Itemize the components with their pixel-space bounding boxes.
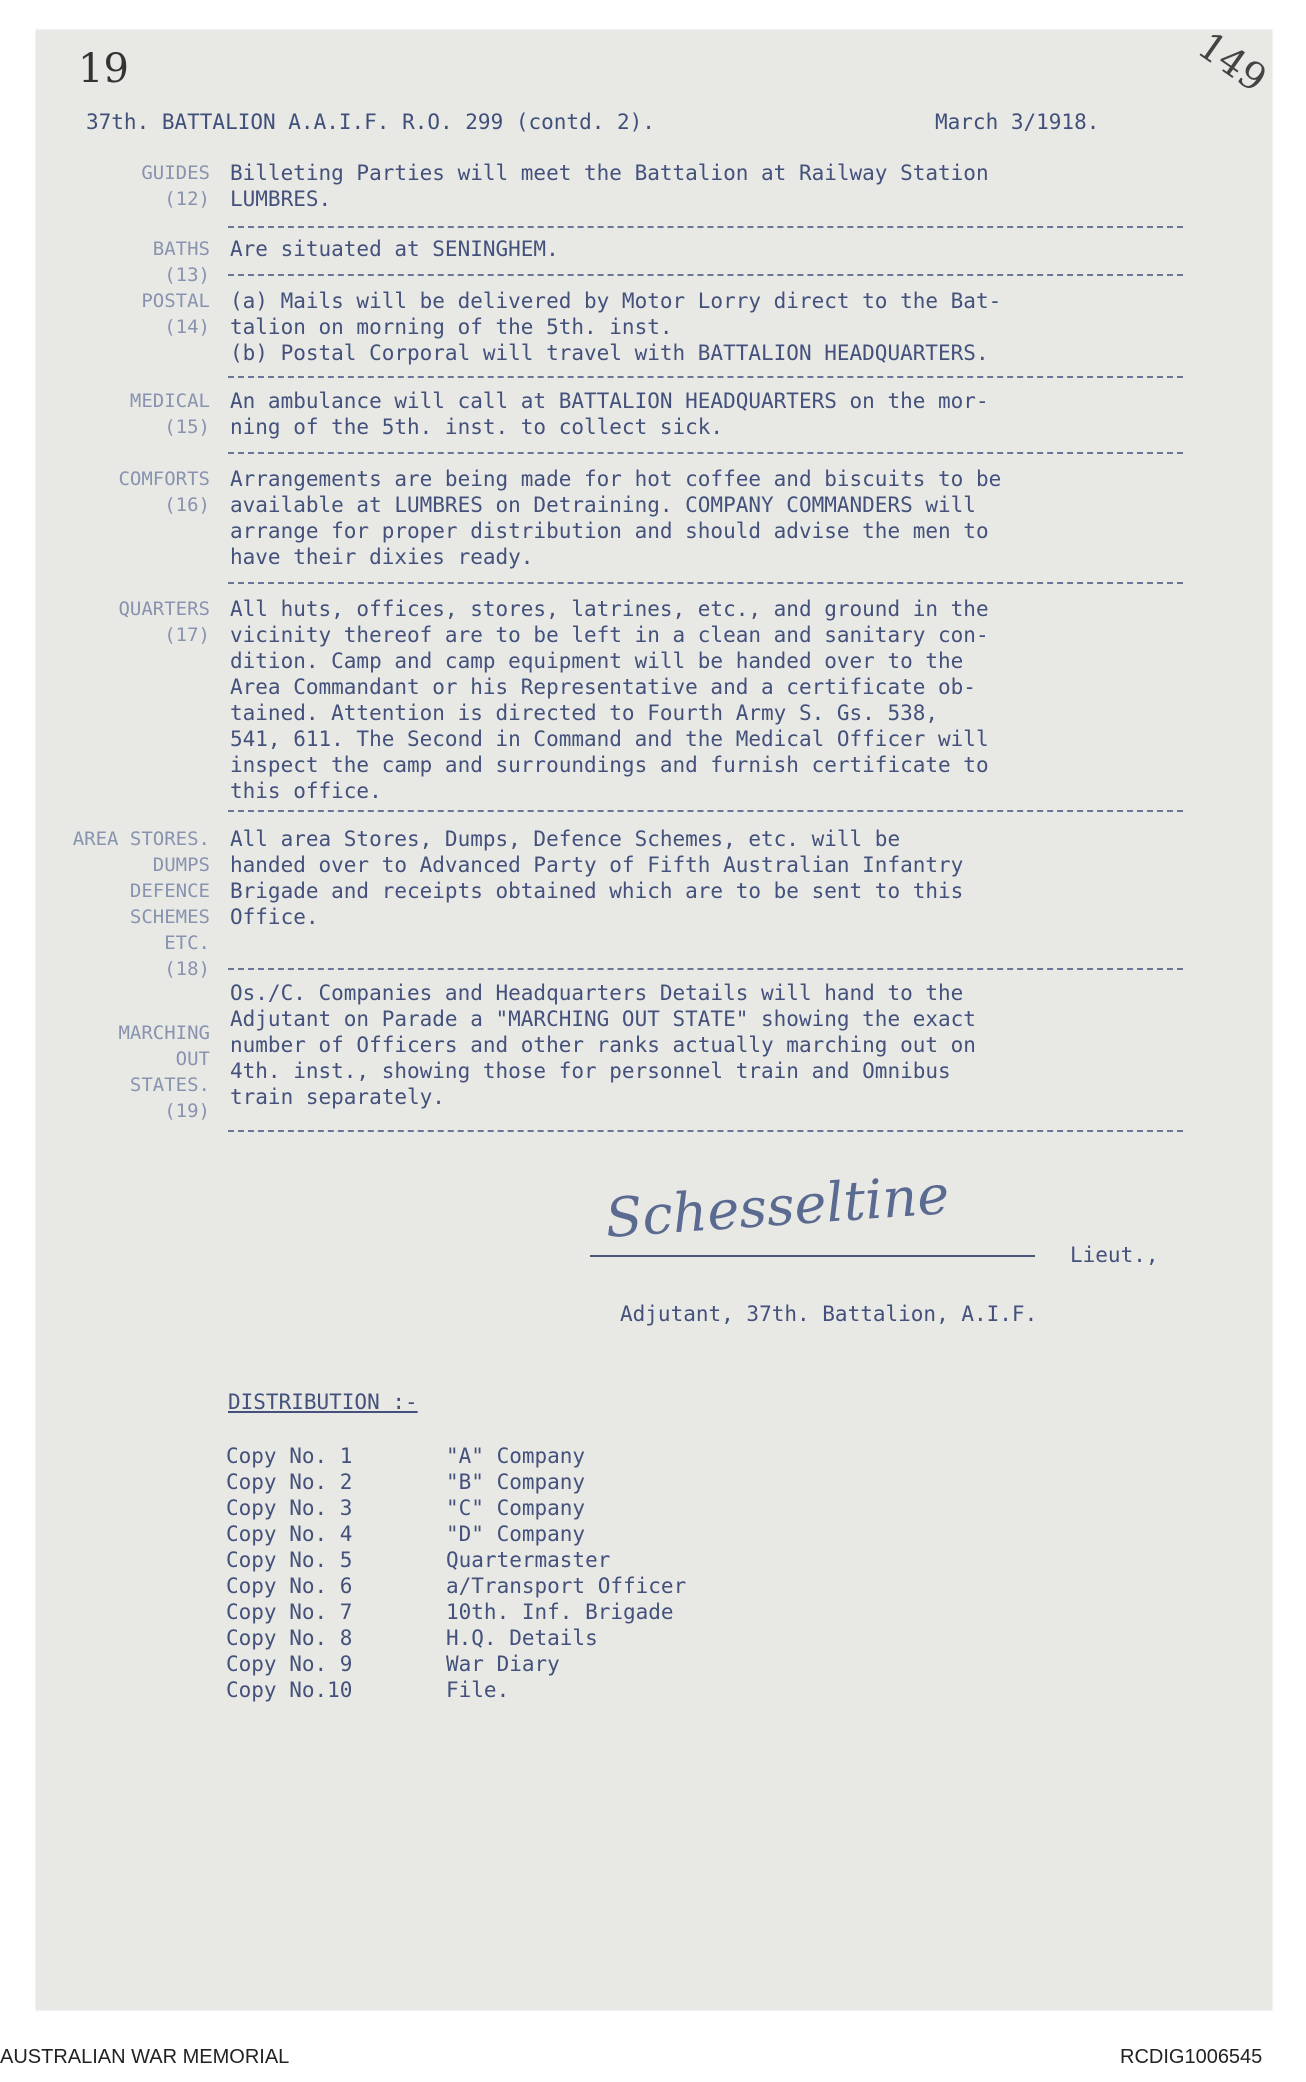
section-text: All area Stores, Dumps, Defence Schemes, etc. will be handed over to Advanced Party of Fifth Australian Infantry Brigade and receipts obtained which are to be sent to this Office.	[230, 827, 964, 929]
copy-recipient: H.Q. Details	[446, 1626, 598, 1650]
section-label: COMFORTS (16)	[118, 468, 210, 516]
divider	[228, 810, 1183, 812]
copy-recipient: 10th. Inf. Brigade	[446, 1600, 674, 1624]
section-label: MEDICAL (15)	[129, 390, 210, 438]
copy-number: Copy No. 6	[226, 1574, 353, 1598]
copy-recipient: Quartermaster	[446, 1548, 611, 1572]
section-text: Os./C. Companies and Headquarters Details will hand to the Adjutant on Parade a "MARCHING OUT STATE" showing the exact number of Officers and other ranks actually marching out on 4th. inst., showing those for personnel train and Omnibus train separately.	[230, 981, 976, 1109]
distribution-item	[226, 1469, 686, 1495]
distribution-item	[226, 1443, 686, 1469]
section-text: Arrangements are being made for hot coffee and biscuits to be available at LUMBRES on Detraining. COMPANY COMMANDERS will arrange for proper distribution and should advise the men to have their dixies ready.	[230, 467, 1002, 569]
distribution-item	[226, 1599, 686, 1625]
handwritten-signature: Schesseltine	[603, 1163, 952, 1250]
section-label: POSTAL (14)	[141, 290, 210, 338]
copy-number: Copy No. 3	[226, 1496, 353, 1520]
folio-number-right: 149	[1189, 23, 1275, 101]
archive-id: RCDIG1006545	[1120, 2046, 1263, 2068]
folio-number-left: 19	[78, 46, 129, 92]
archive-credit: AUSTRALIAN WAR MEMORIAL	[0, 2046, 290, 2068]
signature-rank: Lieut.,	[1070, 1243, 1159, 1267]
section-label: QUARTERS (17)	[118, 598, 210, 646]
copy-number: Copy No. 2	[226, 1470, 353, 1494]
distribution-item	[226, 1573, 686, 1599]
copy-number: Copy No.10	[226, 1678, 353, 1702]
document-date: March 3/1918.	[935, 110, 1100, 134]
copy-number: Copy No. 5	[226, 1548, 353, 1572]
section-label: GUIDES (12)	[141, 162, 210, 210]
copy-number: Copy No. 4	[226, 1522, 353, 1546]
divider	[228, 968, 1183, 970]
document-header: 37th. BATTALION A.A.I.F. R.O. 299 (contd. 2).	[86, 110, 655, 134]
section-text: Are situated at SENINGHEM.	[230, 237, 559, 261]
divider	[228, 582, 1183, 584]
distribution-item	[226, 1677, 686, 1703]
distribution-item	[226, 1521, 686, 1547]
copy-recipient: File.	[446, 1678, 510, 1702]
divider	[228, 226, 1183, 228]
copy-recipient: "D" Company	[446, 1522, 586, 1546]
copy-number: Copy No. 1	[226, 1444, 353, 1468]
distribution-item	[226, 1495, 686, 1521]
section-text: (a) Mails will be delivered by Motor Lorry direct to the Bat- talion on morning of the 5th. inst. (b) Postal Corporal will travel with BATTALION HEADQUARTERS.	[230, 289, 1002, 365]
divider	[228, 376, 1183, 378]
copy-recipient: "A" Company	[446, 1444, 586, 1468]
section-text: Billeting Parties will meet the Battalion at Railway Station LUMBRES.	[230, 161, 989, 211]
copy-number: Copy No. 9	[226, 1652, 353, 1676]
divider	[228, 1130, 1183, 1132]
section-text: All huts, offices, stores, latrines, etc., and ground in the vicinity thereof are to be left in a clean and sanitary con- dition. Camp and camp equipment will be handed over to the Area Commandant or his Representative and a certificate ob- tained. Attention is directed to Fourth Army S. Gs. 538, 541, 611. The Second in Command and the Medical Officer will inspect the camp and surroundings and furnish certificate to this office.	[230, 597, 989, 803]
section-label: AREA STORES. DUMPS DEFENCE SCHEMES ETC. (18)	[72, 828, 210, 980]
distribution-item	[226, 1625, 686, 1651]
copy-number: Copy No. 8	[226, 1626, 353, 1650]
distribution-list	[226, 1443, 686, 1703]
divider	[228, 452, 1183, 454]
copy-recipient: a/Transport Officer	[446, 1574, 687, 1598]
section-text: An ambulance will call at BATTALION HEADQUARTERS on the mor- ning of the 5th. inst. to collect sick.	[230, 389, 989, 439]
distribution-title: DISTRIBUTION :-	[228, 1390, 418, 1414]
section-label: MARCHING OUT STATES. (19)	[118, 1022, 210, 1122]
copy-recipient: "B" Company	[446, 1470, 586, 1494]
divider	[228, 274, 1183, 276]
copy-recipient: "C" Company	[446, 1496, 586, 1520]
copy-recipient: War Diary	[446, 1652, 560, 1676]
copy-number: Copy No. 7	[226, 1600, 353, 1624]
signature-line	[590, 1255, 1035, 1257]
section-label: BATHS (13)	[152, 238, 210, 286]
distribution-item	[226, 1651, 686, 1677]
signature-title: Adjutant, 37th. Battalion, A.I.F.	[620, 1302, 1038, 1326]
distribution-item	[226, 1547, 686, 1573]
